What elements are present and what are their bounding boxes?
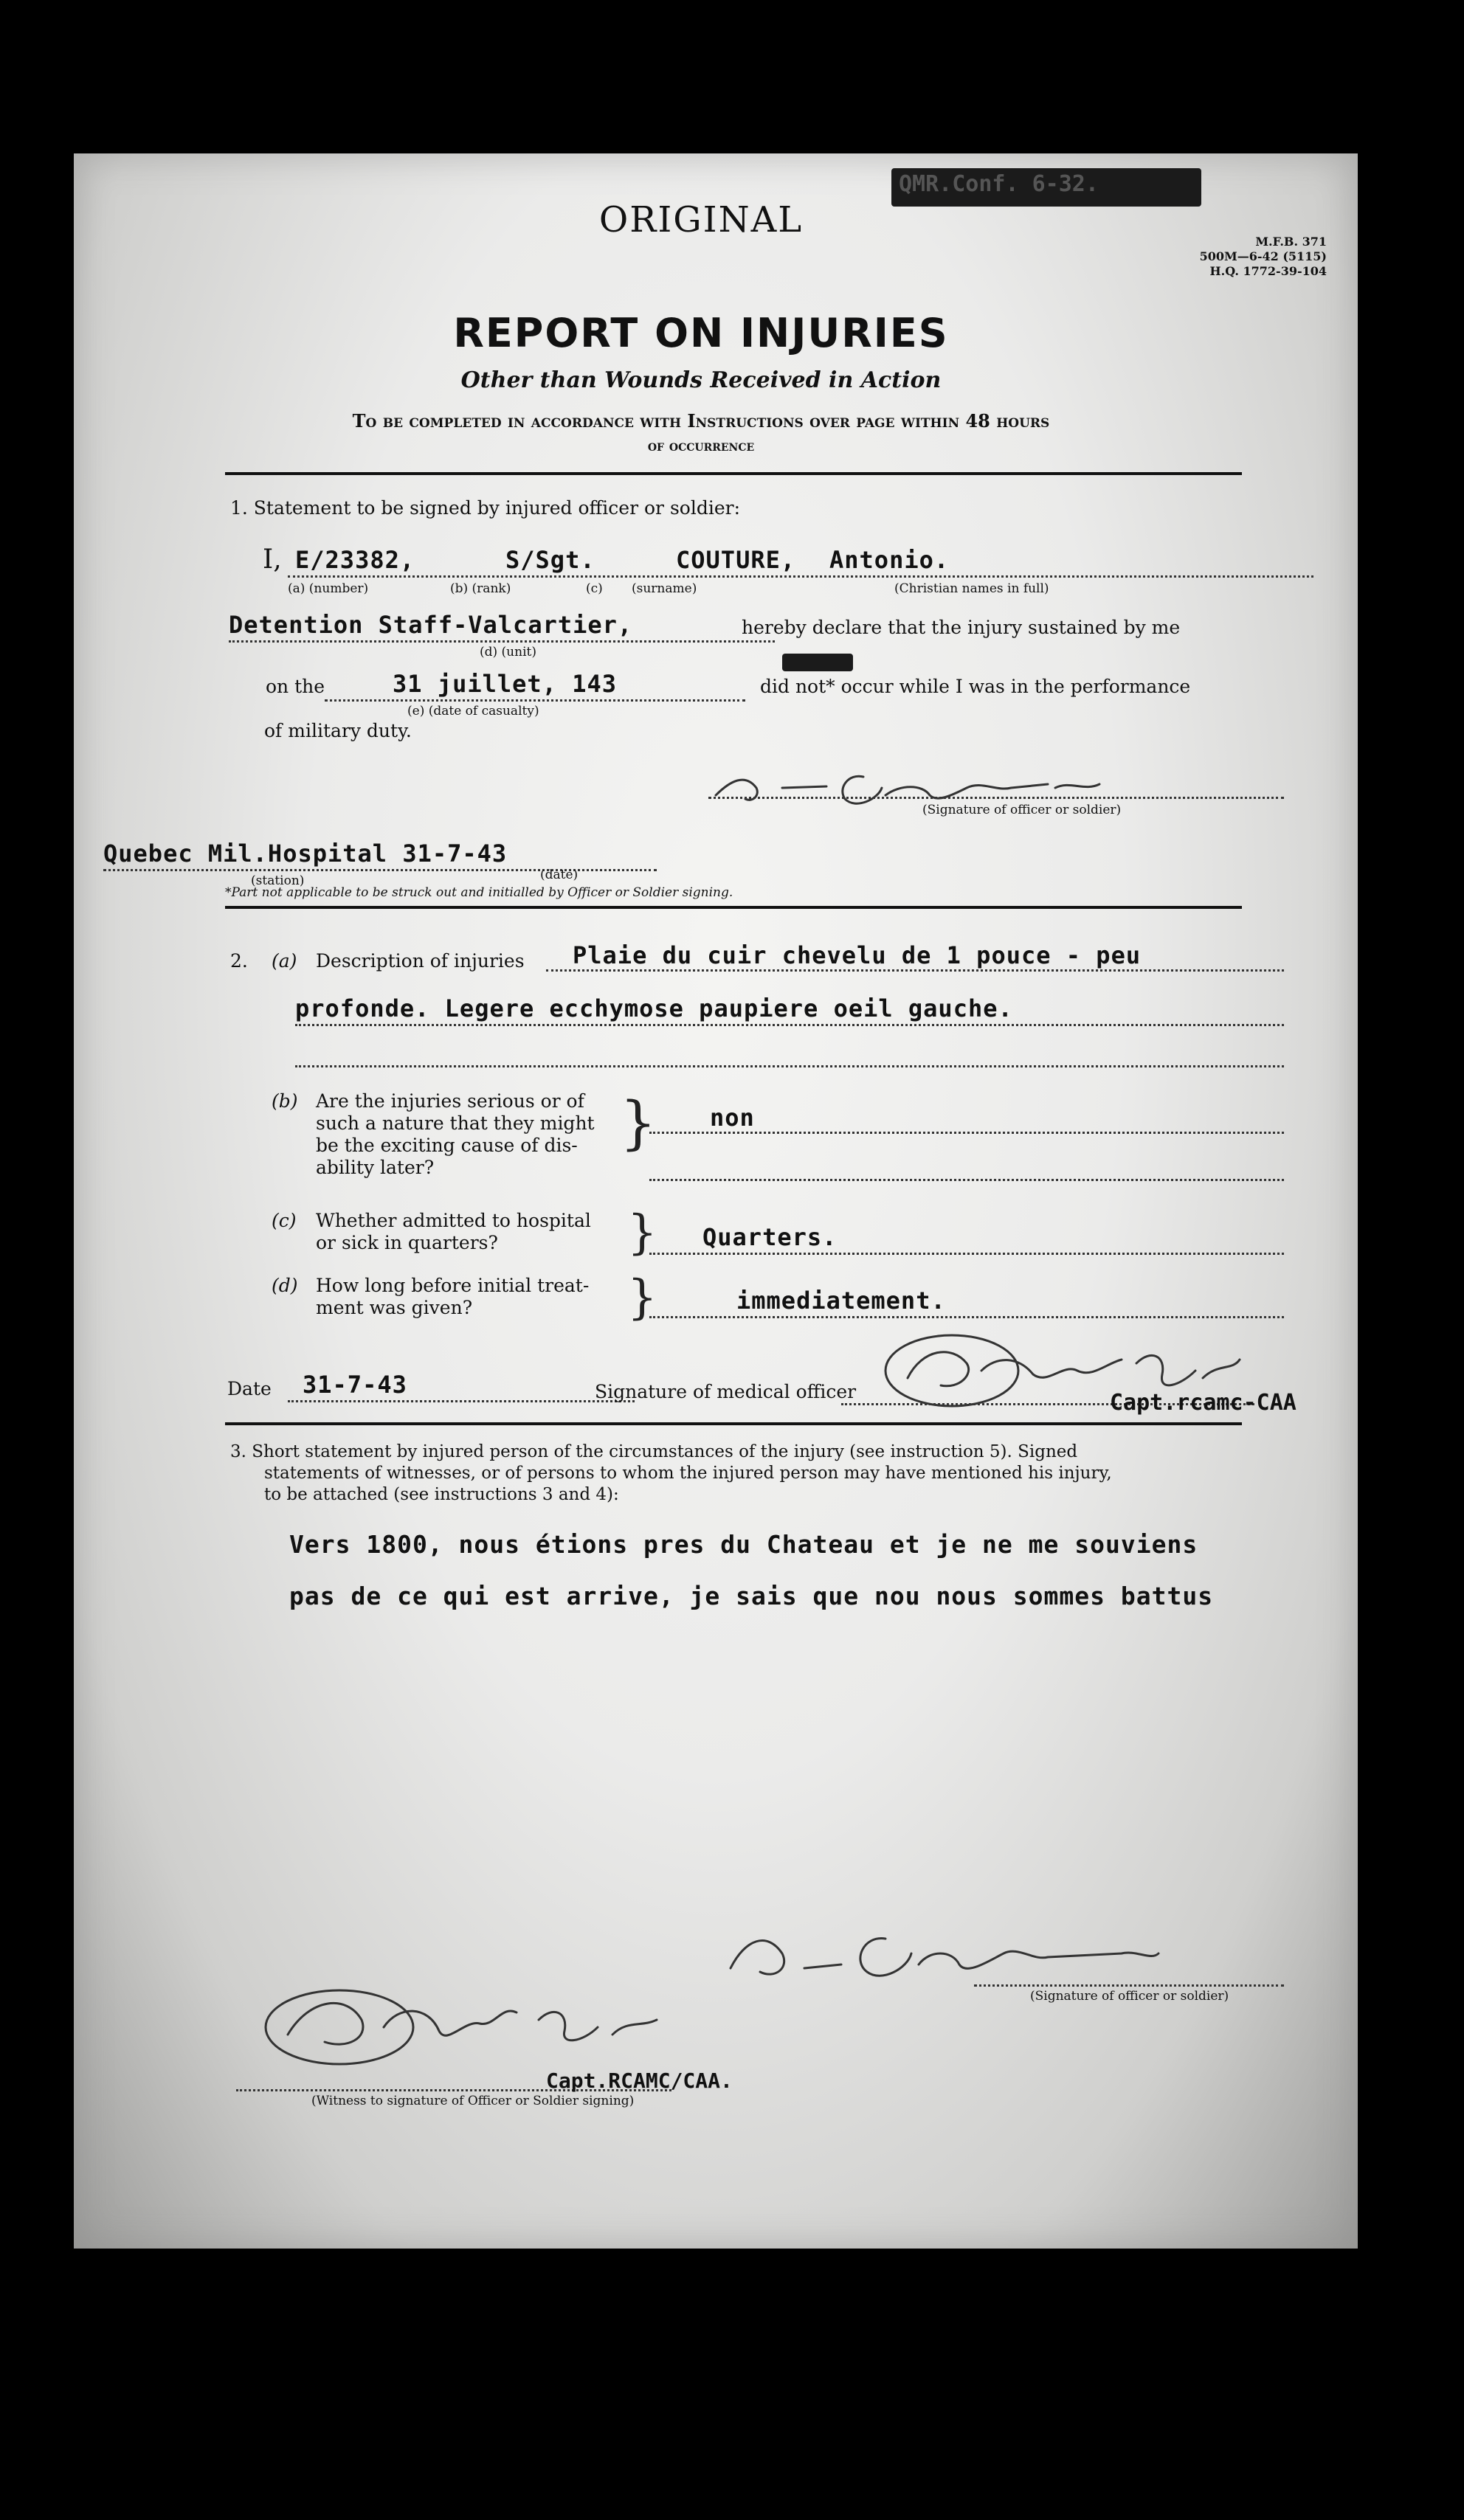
question-a-text: Description of injuries [316, 950, 525, 972]
unit-line [229, 640, 775, 643]
label-christian-names: (Christian names in full) [894, 581, 1049, 596]
divider [225, 906, 1242, 909]
station-value: Quebec Mil.Hospital 31-7-43 [103, 840, 508, 868]
witness-label: (Witness to signature of Officer or Soldier signing) [311, 2094, 635, 2108]
answer-line [295, 1024, 1284, 1026]
answer-line [649, 1316, 1284, 1318]
question-d-label: (d) [272, 1275, 298, 1296]
brace-c: } [627, 1205, 657, 1260]
section3-heading-line: statements of witnesses, or of persons to whom the injured person may have mentioned his injury, [264, 1464, 1112, 1483]
question-c-line: Whether admitted to hospital [316, 1210, 591, 1231]
service-number: E/23382, [295, 546, 415, 574]
answer-line [649, 1179, 1284, 1181]
question-d-line: ment was given? [316, 1297, 473, 1318]
did-not-text: did not* occur while I was in the performance [760, 676, 1191, 697]
instruction-line: of occurrence [647, 437, 755, 454]
question-c-label: (c) [272, 1210, 297, 1231]
answer-line [649, 1132, 1284, 1134]
date-line [288, 1400, 635, 1402]
answer-line [546, 969, 1284, 972]
question-b-label: (b) [272, 1090, 298, 1112]
original-stamp: ORIGINAL [598, 199, 804, 240]
struck-out-mark [782, 654, 853, 671]
section3-heading [230, 1441, 1293, 1506]
date-of-casualty-value: 31 juillet, 143 [393, 670, 617, 698]
question-d-line: How long before initial treat- [316, 1275, 590, 1296]
signature-label: (Signature of officer or soldier) [922, 803, 1122, 817]
date-value: 31-7-43 [303, 1371, 407, 1399]
form-subtitle: Other than Wounds Received in Action [460, 367, 942, 393]
signature-label-2: (Signature of officer or soldier) [1030, 1989, 1229, 2004]
i-prefix: I, [263, 544, 282, 575]
form-title: REPORT ON INJURIES [453, 310, 949, 356]
section1-heading: 1. Statement to be signed by injured officer or soldier: [230, 497, 740, 519]
question-b-line: ability later? [316, 1157, 435, 1178]
label-station: (station) [251, 873, 305, 888]
reference-code: QMR.Conf. 6-32. [899, 171, 1099, 197]
christian-names-value: Antonio. [829, 546, 950, 574]
question-b-line: such a nature that they might [316, 1112, 595, 1134]
name-line [288, 575, 1313, 578]
date-casualty-line [325, 699, 745, 702]
question-b-line: be the exciting cause of dis- [316, 1135, 578, 1156]
witness-rank: Capt.RCAMC/CAA. [546, 2069, 733, 2093]
label-surname: (surname) [632, 581, 697, 596]
medical-officer-rank: Capt.rcamc-CAA [1110, 1390, 1296, 1416]
section3-heading-line: 3. Short statement by injured person of the circumstances of the injury (see instruction 5). Signed [230, 1442, 1078, 1461]
divider [225, 1422, 1242, 1425]
signature-line-2 [974, 1984, 1284, 1987]
question-a-label: (a) [272, 950, 297, 972]
brace-b: } [620, 1090, 657, 1157]
statement-line2: pas de ce qui est arrive, je sais que nou nous sommes battus [289, 1582, 1214, 1610]
footnote: *Part not applicable to be struck out and initialled by Officer or Soldier signing. [225, 885, 733, 900]
statement-line1: Vers 1800, nous étions pres du Chateau et je ne me souviens [289, 1530, 1198, 1559]
instruction-line: To be completed in accordance with Instructions over page within 48 hours [352, 410, 1050, 432]
description-of-injuries-line2: profonde. Legere ecchymose paupiere oeil gauche. [295, 994, 1013, 1022]
description-of-injuries-line1: Plaie du cuir chevelu de 1 pouce - peu [573, 941, 1142, 969]
medical-signature-label: Signature of medical officer [595, 1381, 857, 1402]
form-code-line: 500M—6-42 (5115) [1199, 249, 1327, 263]
witness-signature [258, 1961, 716, 2071]
document-page [74, 153, 1358, 2249]
unit-value: Detention Staff-Valcartier, [229, 611, 633, 639]
rank-value: S/Sgt. [505, 546, 595, 574]
question-d-answer: immediatement. [736, 1287, 946, 1315]
military-duty-text: of military duty. [264, 720, 412, 741]
form-code-line: M.F.B. 371 [1255, 235, 1327, 249]
surname-value: COUTURE, [676, 546, 796, 574]
question-c-line: or sick in quarters? [316, 1232, 498, 1253]
form-code-block [1091, 235, 1327, 279]
label-unit: (d) (unit) [480, 645, 536, 660]
section3-heading-line: to be attached (see instructions 3 and 4): [264, 1485, 619, 1504]
section2-number: 2. [230, 950, 248, 972]
form-code-line: H.Q. 1772-39-104 [1209, 264, 1327, 278]
label-date-casualty: (e) (date of casualty) [407, 704, 539, 719]
date-label: Date [227, 1378, 272, 1399]
declare-text: hereby declare that the injury sustained by me [742, 617, 1181, 638]
answer-line [649, 1253, 1284, 1255]
question-b-answer: non [710, 1104, 755, 1132]
brace-d: } [627, 1270, 657, 1325]
label-rank: (b) (rank) [450, 581, 511, 596]
on-the-label: on the [266, 676, 325, 697]
signature-line [708, 797, 1284, 799]
answer-line [295, 1065, 1284, 1067]
label-number: (a) (number) [288, 581, 369, 596]
label-c: (c) [586, 581, 603, 596]
question-c-answer: Quarters. [702, 1223, 838, 1251]
divider [225, 472, 1242, 475]
question-b-line: Are the injuries serious or of [316, 1090, 584, 1112]
label-date: (date) [540, 868, 579, 882]
